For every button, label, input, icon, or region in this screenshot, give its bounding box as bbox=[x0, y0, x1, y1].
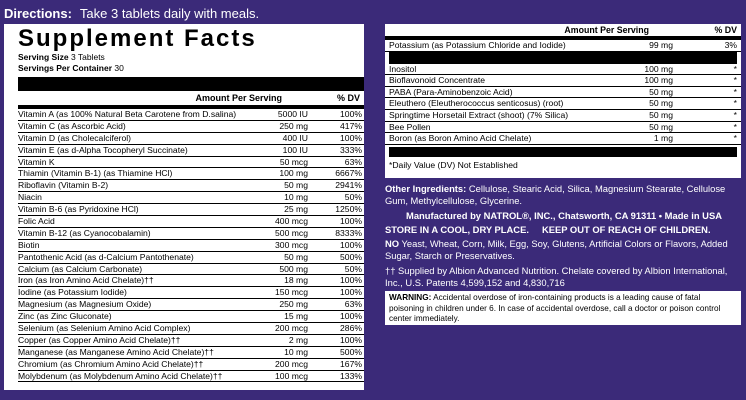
table-row bbox=[18, 287, 364, 299]
dv-header: % DV bbox=[336, 93, 360, 103]
nutrient-amount: 18 mg bbox=[284, 275, 308, 286]
nutrient-amount: 100 mg bbox=[279, 168, 308, 179]
supplement-facts-title: Supplement Facts bbox=[18, 25, 257, 52]
table-row bbox=[385, 75, 741, 87]
table-row bbox=[18, 252, 364, 264]
warning-label: WARNING: bbox=[389, 293, 432, 302]
nutrient-name: Bioflavonoid Concentrate bbox=[389, 75, 486, 86]
nutrient-name: PABA (Para-Aminobenzoic Acid) bbox=[389, 86, 513, 97]
table-row bbox=[18, 145, 364, 157]
nutrient-amount: 50 mg bbox=[284, 180, 308, 191]
nutrient-name: Manganese (as Manganese Amino Acid Chelate)†† bbox=[18, 346, 214, 357]
nutrient-name: Springtime Horsetail Extract (shoot) (7% Silica) bbox=[389, 109, 569, 120]
nutrient-dv: * bbox=[733, 133, 737, 144]
divider-bar bbox=[389, 52, 737, 64]
nutrient-dv: 50% bbox=[344, 263, 362, 274]
nutrient-dv: 333% bbox=[340, 144, 362, 155]
other-ingredients-text: Cellulose, Stearic Acid, Silica, Magnesium Stearate, Cellulose Gum, Methylcellulose, Glycerine. bbox=[385, 183, 726, 206]
nutrient-amount: 400 mcg bbox=[275, 216, 308, 227]
nutrient-dv: 2941% bbox=[335, 180, 362, 191]
table-row bbox=[385, 64, 741, 76]
table-row bbox=[385, 110, 741, 122]
nutrient-dv: * bbox=[733, 109, 737, 120]
nutrient-amount: 100 mg bbox=[644, 75, 673, 86]
nutrient-name: Niacin bbox=[18, 192, 42, 203]
facts2-header-row bbox=[385, 24, 741, 40]
nutrient-dv: 100% bbox=[340, 275, 362, 286]
table-row bbox=[18, 371, 364, 383]
nutrient-amount: 300 mcg bbox=[275, 239, 308, 250]
nutrient-amount: 500 mg bbox=[279, 263, 308, 274]
nutrient-name: Folic Acid bbox=[18, 216, 55, 227]
table-row bbox=[18, 228, 364, 240]
nutrient-dv: * bbox=[733, 86, 737, 97]
facts2-rows bbox=[385, 64, 741, 145]
nutrient-dv: 1250% bbox=[335, 204, 362, 215]
nutrient-name: Vitamin D (as Cholecalciferol) bbox=[18, 132, 132, 143]
nutrient-dv: 100% bbox=[340, 334, 362, 345]
table-row bbox=[18, 323, 364, 335]
nutrient-amount: 250 mg bbox=[279, 299, 308, 310]
nutrient-amount: 100 mg bbox=[644, 63, 673, 74]
nutrient-dv: 286% bbox=[340, 323, 362, 334]
no-label: NO bbox=[385, 238, 400, 249]
table-row bbox=[18, 311, 364, 323]
nutrient-dv: 63% bbox=[344, 299, 362, 310]
nutrient-dv: 100% bbox=[340, 239, 362, 250]
table-row bbox=[385, 40, 741, 52]
servings-label: Servings Per Container bbox=[18, 63, 113, 73]
nutrient-name: Magnesium (as Magnesium Oxide) bbox=[18, 299, 152, 310]
nutrient-dv: 100% bbox=[340, 287, 362, 298]
nutrient-dv: * bbox=[733, 121, 737, 132]
nutrient-amount: 99 mg bbox=[649, 40, 673, 50]
nutrient-dv: * bbox=[733, 98, 737, 109]
nutrient-amount: 2 mg bbox=[288, 334, 308, 345]
table-row bbox=[18, 359, 364, 371]
nutrient-dv: * bbox=[733, 63, 737, 74]
nutrient-name: Pantothenic Acid (as d-Calcium Pantothenate) bbox=[18, 251, 194, 262]
facts-rows bbox=[18, 109, 364, 382]
table-row bbox=[18, 121, 364, 133]
table-row bbox=[18, 335, 364, 347]
nutrient-dv: 63% bbox=[344, 156, 362, 167]
nutrient-dv: 100% bbox=[340, 132, 362, 143]
nutrient-amount: 15 mg bbox=[284, 311, 308, 322]
supplement-facts-panel bbox=[4, 24, 364, 390]
nutrient-amount: 500 mcg bbox=[275, 227, 308, 238]
no-text: Yeast, Wheat, Corn, Milk, Egg, Soy, Glutens, Artificial Colors or Flavors, Added Sugar, Starch or Preservatives. bbox=[385, 238, 728, 261]
nutrient-name: Biotin bbox=[18, 239, 40, 250]
albion-note: †† Supplied by Albion Advanced Nutrition. Chelate covered by Albion International, Inc., U.S. Patents 4,599,152 and 4,830,716 bbox=[385, 265, 728, 288]
table-row bbox=[385, 98, 741, 110]
label-info bbox=[385, 183, 743, 292]
table-row bbox=[385, 133, 741, 145]
nutrient-amount: 1 mg bbox=[653, 133, 673, 144]
nutrient-name: Vitamin E (as d-Alpha Tocopheryl Succinate) bbox=[18, 144, 188, 155]
amount-header: Amount Per Serving bbox=[564, 25, 649, 35]
nutrient-dv: 417% bbox=[340, 120, 362, 131]
table-row bbox=[18, 192, 364, 204]
nutrient-amount: 25 mg bbox=[284, 204, 308, 215]
table-row bbox=[18, 168, 364, 180]
table-row bbox=[385, 87, 741, 99]
supplement-facts-continued-panel bbox=[385, 24, 741, 178]
nutrient-name: Calcium (as Calcium Carbonate) bbox=[18, 263, 143, 274]
nutrient-dv: * bbox=[733, 75, 737, 86]
nutrient-dv: 100% bbox=[340, 311, 362, 322]
table-row bbox=[18, 347, 364, 359]
nutrient-amount: 100 IU bbox=[282, 144, 308, 155]
directions-text: Take 3 tablets daily with meals. bbox=[79, 6, 260, 21]
nutrient-name: Vitamin K bbox=[18, 156, 55, 167]
nutrient-amount: 50 mg bbox=[649, 121, 673, 132]
manufacturer-line: Manufactured by NATROL®, INC., Chatsworth, CA 91311 • Made in USA bbox=[406, 210, 722, 221]
nutrient-dv: 100% bbox=[340, 216, 362, 227]
table-row bbox=[385, 122, 741, 134]
nutrient-dv: 50% bbox=[344, 192, 362, 203]
nutrient-amount: 10 mg bbox=[284, 192, 308, 203]
directions-label: Directions: bbox=[4, 6, 72, 21]
table-row bbox=[18, 275, 364, 287]
nutrient-dv: 500% bbox=[340, 251, 362, 262]
nutrient-name: Inositol bbox=[389, 63, 417, 74]
nutrient-name: Bee Pollen bbox=[389, 121, 431, 132]
table-row bbox=[18, 216, 364, 228]
nutrient-amount: 50 mcg bbox=[279, 156, 308, 167]
nutrient-dv: 133% bbox=[340, 370, 362, 381]
nutrient-amount: 250 mg bbox=[279, 120, 308, 131]
nutrient-name: Vitamin B-12 (as Cyanocobalamin) bbox=[18, 227, 151, 238]
table-row bbox=[18, 109, 364, 121]
nutrient-name: Copper (as Copper Amino Acid Chelate)†† bbox=[18, 334, 181, 345]
facts-header-row bbox=[18, 91, 364, 109]
directions bbox=[4, 3, 259, 25]
other-ingredients bbox=[385, 183, 743, 206]
table-row bbox=[18, 133, 364, 145]
servings-per-container bbox=[4, 63, 364, 74]
nutrient-name: Zinc (as Zinc Gluconate) bbox=[18, 311, 112, 322]
nutrient-name: Thiamin (Vitamin B-1) (as Thiamine HCl) bbox=[18, 168, 173, 179]
nutrient-name: Potassium (as Potassium Chloride and Iodide) bbox=[389, 40, 566, 50]
nutrient-name: Molybdenum (as Molybdenum Amino Acid Chelate)†† bbox=[18, 370, 223, 381]
nutrient-name: Vitamin A (as 100% Natural Beta Carotene from D.salina) bbox=[18, 109, 237, 119]
servings-value: 30 bbox=[114, 63, 124, 73]
warning-text: Accidental overdose of iron-containing products is a leading cause of fatal poisoning in children under 6. In case of accidental overdose, call a doctor or poison control center immediately. bbox=[389, 293, 721, 323]
nutrient-amount: 50 mg bbox=[649, 98, 673, 109]
nutrient-name: Eleuthero (Eleutherococcus senticosus) (root) bbox=[389, 98, 564, 109]
nutrient-name: Riboflavin (Vitamin B-2) bbox=[18, 180, 109, 191]
table-row bbox=[18, 264, 364, 276]
serving-size bbox=[4, 52, 364, 63]
nutrient-amount: 100 mcg bbox=[275, 370, 308, 381]
nutrient-name: Iodine (as Potassium Iodide) bbox=[18, 287, 127, 298]
nutrient-dv: 3% bbox=[724, 40, 737, 50]
nutrient-amount: 400 IU bbox=[282, 132, 308, 143]
serving-size-label: Serving Size bbox=[18, 52, 69, 62]
nutrient-amount: 200 mcg bbox=[275, 358, 308, 369]
storage-line: STORE IN A COOL, DRY PLACE. KEEP OUT OF REACH OF CHILDREN. bbox=[385, 224, 711, 235]
table-row bbox=[18, 204, 364, 216]
nutrient-name: Vitamin C (as Ascorbic Acid) bbox=[18, 120, 126, 131]
amount-header: Amount Per Serving bbox=[195, 93, 282, 103]
nutrient-amount: 5000 IU bbox=[277, 109, 308, 119]
table-row bbox=[18, 240, 364, 252]
nutrient-dv: 500% bbox=[340, 346, 362, 357]
dv-footnote: *Daily Value (DV) Not Established bbox=[389, 159, 518, 170]
nutrient-name: Selenium (as Selenium Amino Acid Complex) bbox=[18, 323, 191, 334]
dv-header: % DV bbox=[714, 25, 737, 35]
divider-bar bbox=[18, 77, 364, 91]
nutrient-amount: 50 mg bbox=[649, 86, 673, 97]
nutrient-name: Iron (as Iron Amino Acid Chelate)†† bbox=[18, 275, 154, 286]
nutrient-amount: 200 mcg bbox=[275, 323, 308, 334]
serving-size-value: 3 Tablets bbox=[70, 52, 105, 62]
other-ingredients-label: Other Ingredients: bbox=[385, 183, 467, 194]
table-row bbox=[18, 180, 364, 192]
nutrient-dv: 167% bbox=[340, 358, 362, 369]
nutrient-amount: 50 mg bbox=[649, 109, 673, 120]
allergen-statement bbox=[385, 238, 743, 261]
warning-box bbox=[385, 291, 741, 325]
nutrient-dv: 8333% bbox=[335, 227, 362, 238]
nutrient-name: Boron (as Boron Amino Acid Chelate) bbox=[389, 133, 532, 144]
table-row bbox=[18, 157, 364, 169]
divider-bar bbox=[389, 147, 737, 157]
nutrient-name: Chromium (as Chromium Amino Acid Chelate)†† bbox=[18, 358, 204, 369]
nutrient-amount: 50 mg bbox=[284, 251, 308, 262]
nutrient-amount: 150 mcg bbox=[275, 287, 308, 298]
nutrient-name: Vitamin B-6 (as Pyridoxine HCl) bbox=[18, 204, 139, 215]
nutrient-dv: 6667% bbox=[335, 168, 362, 179]
table-row bbox=[18, 299, 364, 311]
nutrient-dv: 100% bbox=[340, 109, 362, 119]
nutrient-amount: 10 mg bbox=[284, 346, 308, 357]
